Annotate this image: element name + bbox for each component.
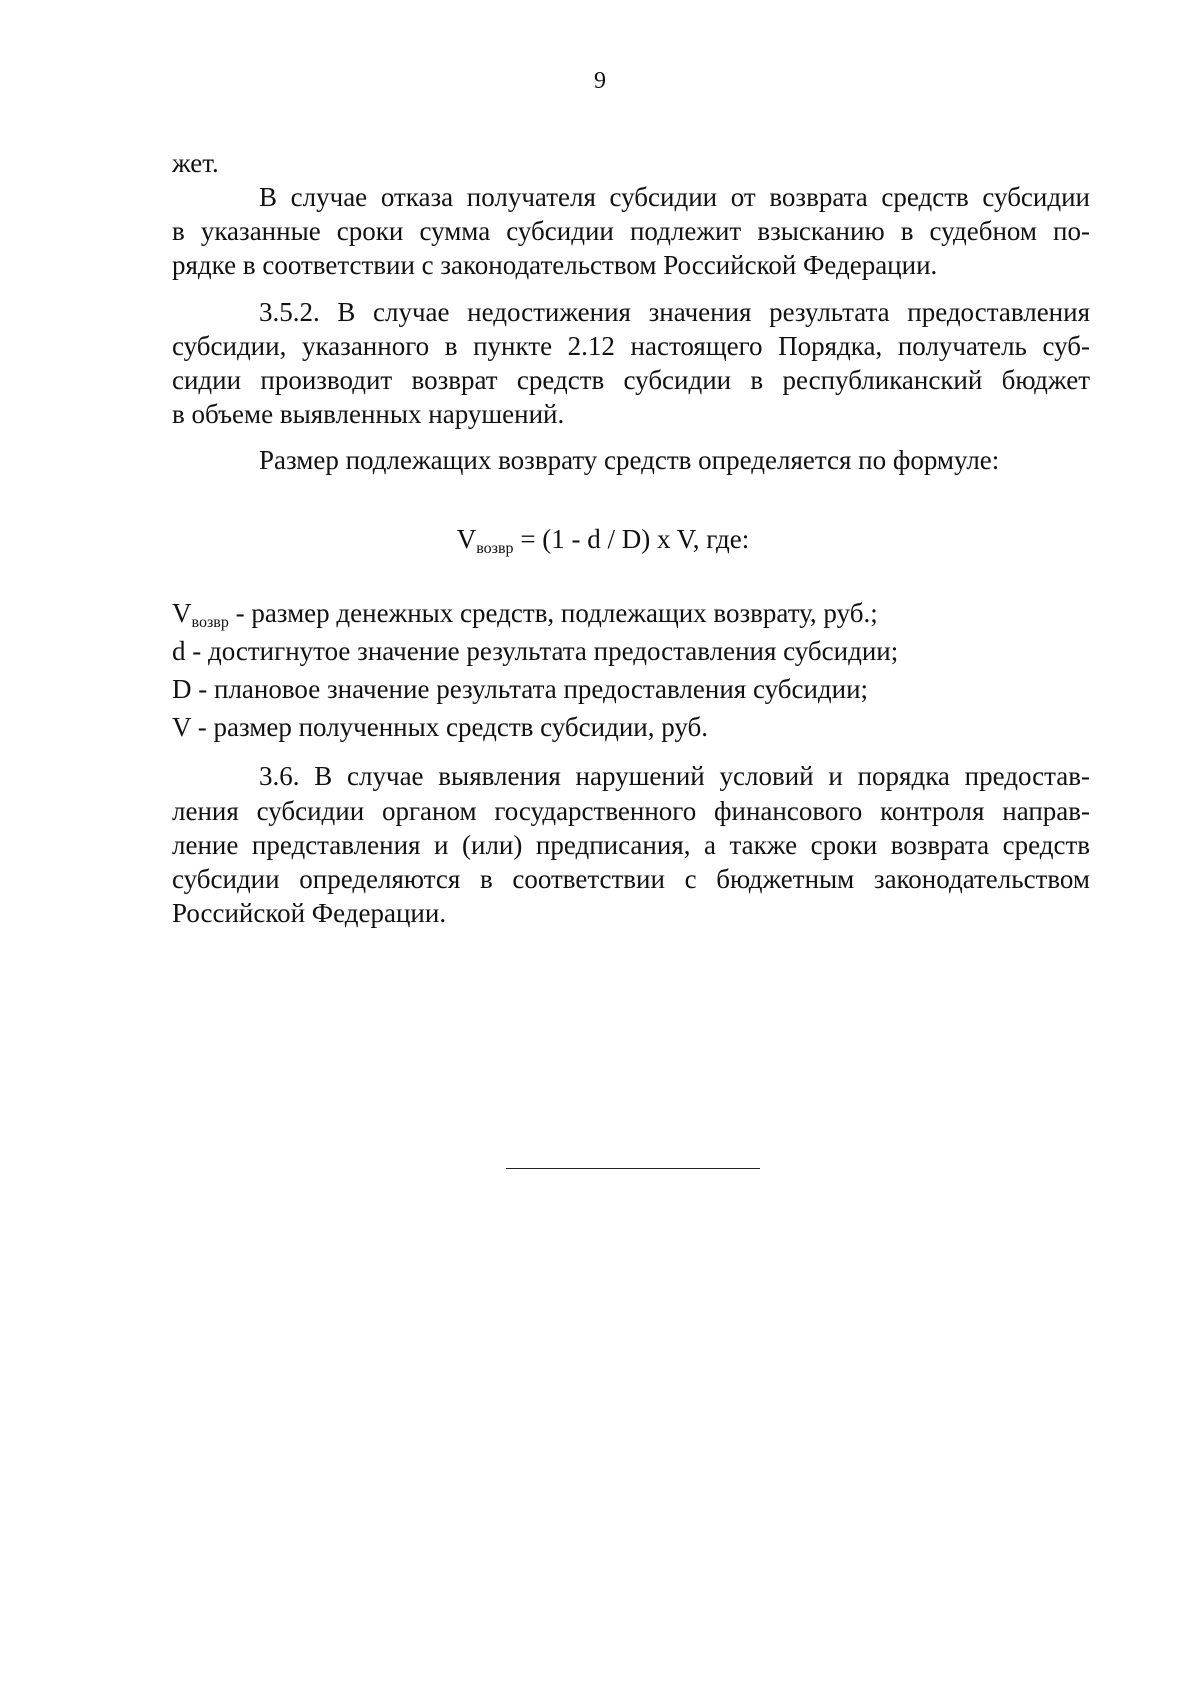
page-number: 9 <box>594 68 606 94</box>
paragraph-line: Размер подлежащих возврату средств определяется по формуле: <box>259 445 1000 475</box>
paragraph-line: В случае отказа получателя субсидии от возврата средств субсидии <box>259 182 1090 212</box>
paragraph-line: субсидии, указанного в пункте 2.12 настоящего Порядка, получатель суб- <box>172 331 1090 361</box>
paragraph-line: жет. <box>172 148 219 178</box>
definition-text: - размер полученных средств субсидии, руб. <box>191 712 708 742</box>
definition-line <box>172 596 1090 630</box>
definition-line <box>172 672 1090 706</box>
paragraph-line: рядке в соответствии с законодательством Российской Федерации. <box>172 250 938 280</box>
paragraph-line: ление представления и (или) предписания, а также сроки возврата средств <box>172 830 1090 860</box>
definition-symbol: d <box>172 636 186 666</box>
paragraph-line: сидии производит возврат средств субсидии в республиканский бюджет <box>172 365 1090 395</box>
paragraph-line: ления субсидии органом государственного финансового контроля направ- <box>172 796 1090 826</box>
paragraph-line: в объеме выявленных нарушений. <box>172 399 565 429</box>
closing-rule <box>506 1168 760 1169</box>
definition-text: - размер денежных средств, подлежащих возврату, руб.; <box>228 598 878 628</box>
formula-expression: = (1 - d / D) x V, где: <box>513 524 750 554</box>
paragraph-line: 3.6. В случае выявления нарушений условий и порядка предостав- <box>259 761 1090 791</box>
definition-text: - достигнутое значение результата предоставления субсидии; <box>185 636 899 666</box>
definition-symbol: V <box>172 712 192 742</box>
formula-subscript: возвр <box>476 540 514 557</box>
definition-symbol: V <box>172 598 192 628</box>
definition-subscript: возвр <box>191 614 229 631</box>
paragraph-line: субсидии определяются в соответствии с бюджетным законодательством <box>172 864 1090 894</box>
paragraph-line: в указанные сроки сумма субсидии подлежит взысканию в судебном по- <box>172 216 1090 246</box>
definition-line <box>172 634 1090 668</box>
definition-symbol: D <box>172 674 192 704</box>
definition-line <box>172 710 1090 744</box>
formula-symbol: V <box>456 524 477 554</box>
paragraph-line: 3.5.2. В случае недостижения значения результата предоставления <box>259 297 1090 327</box>
definition-text: - плановое значение результата предоставления субсидии; <box>191 674 869 704</box>
paragraph-line: Российской Федерации. <box>172 898 447 928</box>
formula <box>0 522 1200 556</box>
